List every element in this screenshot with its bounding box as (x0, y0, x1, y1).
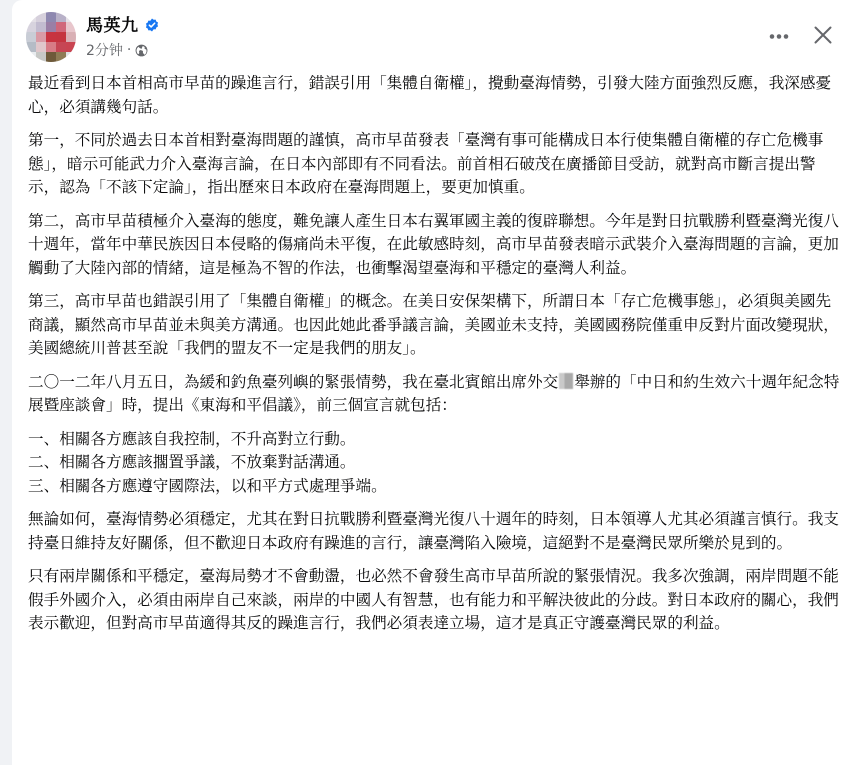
paragraph-point-one: 第一，不同於過去日本首相對臺海問題的謹慎，高市早苗發表「臺灣有事可能構成日本行使集體自衛權的存亡危機事態」，暗示可能武力介入臺海言論，在日本內部即有不同看法。前首相石破茂在廣播節目受訪，就對高市斷言提出警示，認為「不該下定論」，指出歷來日本政府在臺海問題上，要更加慎重。 (28, 131, 824, 196)
paragraph-conclusion-two: 只有兩岸關係和平穩定，臺海局勢才不會動盪，也必然不會發生高市早苗所說的緊張情況。我多次強調，兩岸問題不能假手外國介入，必須由兩岸自己來談，兩岸的中國人有智慧，也有能力和平解決彼此的分歧。對日本政府的關心，我們表示歡迎，但對高市早苗適得其反的躁進言行，我們必須表達立場，這才是真正守護臺灣民眾的利益。 (28, 567, 839, 632)
globe-icon[interactable] (135, 44, 148, 57)
paragraph-point-three: 第三，高市早苗也錯誤引用了「集體自衛權」的概念。在美日安保架構下，所謂日本「存亡危機事態」，必須與美國先商議，顯然高市早苗並未與美方溝通。也因此她此番爭議言論，美國並未支持，美國國務院僅重申反對片面改變現狀，美國總統川普甚至說「我們的盟友不一定是我們的朋友」。 (28, 292, 839, 357)
initiative-list (28, 428, 844, 499)
author-name[interactable]: 馬英九 (86, 16, 139, 36)
paragraph-text-before-blur: 二〇一二年八月五日，為緩和釣魚臺列嶼的緊張情勢，我在臺北賓館出席外交 (28, 372, 559, 391)
post-card (12, 0, 856, 765)
list-item: 三、相關各方應遵守國際法，以和平方式處理爭端。 (28, 476, 387, 495)
timestamp[interactable]: 2分钟 (86, 43, 123, 59)
more-options-button[interactable] (765, 22, 793, 50)
paragraph-point-two: 第二，高市早苗積極介入臺海的態度，難免讓人產生日本右翼軍國主義的復辟聯想。今年是對日抗戰勝利暨臺灣光復八十週年，當年中華民族因日本侵略的傷痛尚未平復，在此敏感時刻，高市早苗發表暗示武裝介入臺海問題的言論，更加觸動了大陸內部的情緒，這是極為不智的作法，也衝擊渴望臺海和平穩定的臺灣人利益。 (28, 211, 839, 277)
list-item: 一、相關各方應該自我控制，不升高對立行動。 (28, 429, 356, 448)
meta-separator: · (126, 42, 132, 58)
post-body (28, 72, 844, 646)
paragraph-conclusion-one: 無論如何，臺海情勢必須穩定，尤其在對日抗戰勝利暨臺灣光復八十週年的時刻，日本領導人尤其必須謹言慎行。我支持臺日維持友好關係，但不歡迎日本政府有躁進的言行，讓臺灣陷入險境，這絕對不是臺灣民眾所樂於見到的。 (28, 510, 839, 552)
more-horizontal-icon (768, 33, 790, 40)
post-header (12, 0, 856, 70)
list-item: 二、相關各方應該擱置爭議，不放棄對話溝通。 (28, 453, 356, 471)
paragraph-intro: 最近看到日本首相高市早苗的躁進言行，錯誤引用「集體自衛權」，攪動臺海情勢，引發大陸方面強烈反應，我深感憂心，必須講幾句話。 (28, 74, 832, 116)
close-icon (813, 25, 833, 45)
close-button[interactable] (808, 20, 838, 50)
redacted-character (559, 373, 573, 389)
paragraph-east-china-sea-initiative (28, 371, 844, 418)
author-avatar[interactable] (26, 12, 76, 62)
post-meta (86, 40, 148, 60)
paragraph-text-after-blur: 舉辦的「中日和約生效六十週年紀念特展暨座談會」時，提出《東海和平倡議》，前三個宣言就包括： (28, 372, 840, 414)
author-name-row (86, 11, 159, 36)
verified-badge-icon (145, 17, 159, 31)
